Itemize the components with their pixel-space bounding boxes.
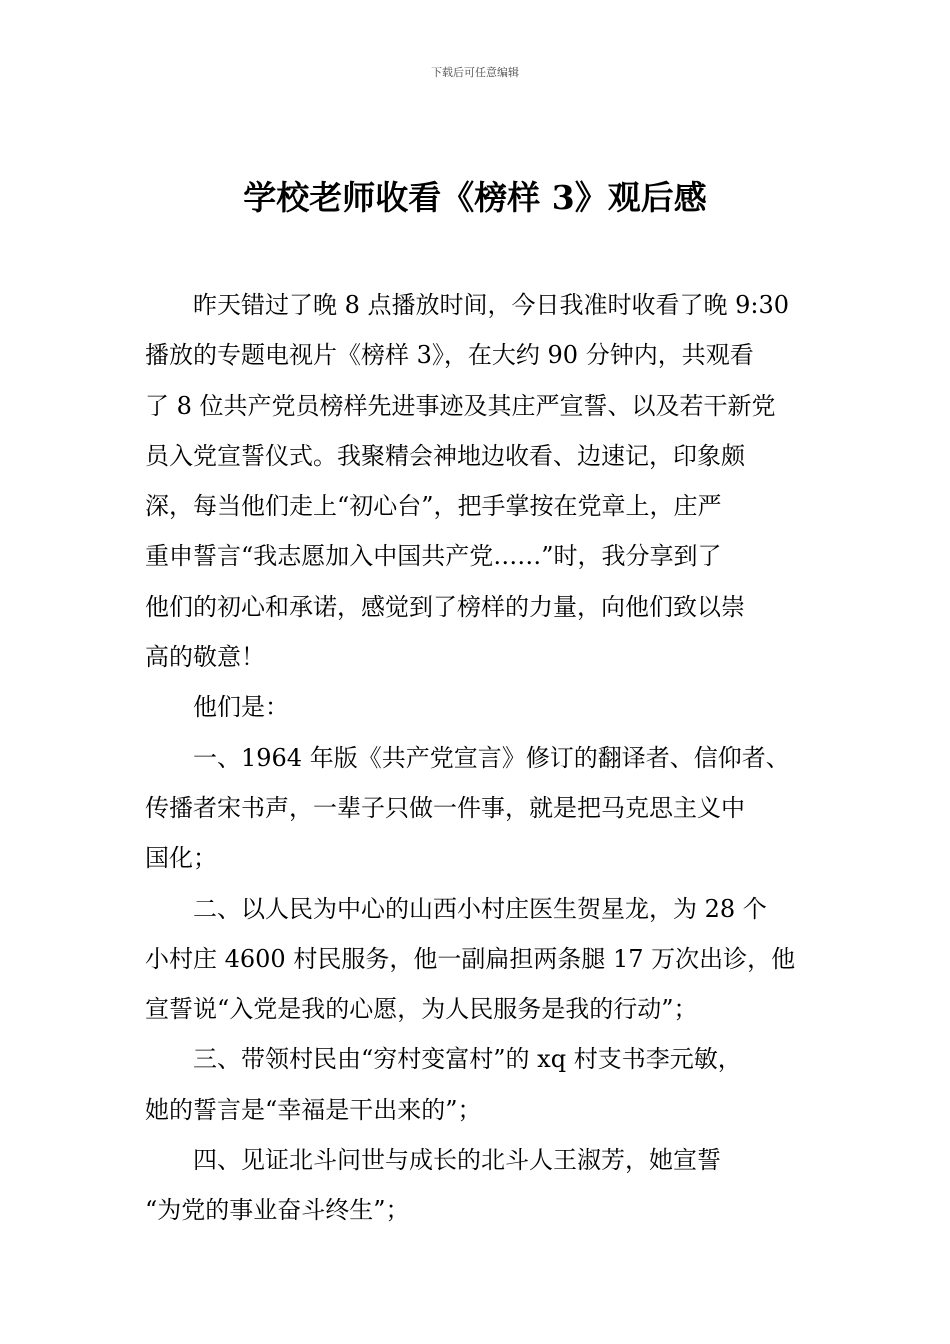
document-title: 学校老师收看《榜样 3》观后感 bbox=[243, 178, 707, 217]
page-header-note: 下载后可任意编辑 bbox=[431, 66, 519, 79]
body-line: 深，每当他们走上“初心台”，把手掌按在党章上，庄严 bbox=[145, 492, 722, 521]
body-line: 小村庄 4600 村民服务，他一副扁担两条腿 17 万次出诊，他 bbox=[145, 944, 796, 973]
body-line: 她的誓言是“幸福是干出来的”； bbox=[145, 1095, 482, 1124]
document-body bbox=[145, 280, 805, 1236]
body-line: 国化； bbox=[145, 844, 217, 873]
body-line: 昨天错过了晚 8 点播放时间，今日我准时收看了晚 9:30 bbox=[193, 291, 790, 319]
body-line: “为党的事业奋斗终生”； bbox=[145, 1196, 410, 1225]
body-line: 传播者宋书声，一辈子只做一件事，就是把马克思主义中 bbox=[145, 793, 745, 822]
body-line: 一、1964 年版《共产党宣言》修订的翻译者、信仰者、 bbox=[193, 743, 790, 772]
body-line: 二、以人民为中心的山西小村庄医生贺星龙，为 28 个 bbox=[193, 894, 767, 923]
body-line: 四、见证北斗问世与成长的北斗人王淑芳，她宣誓 bbox=[193, 1146, 721, 1175]
body-line: 播放的专题电视片《榜样 3》，在大约 90 分钟内，共观看 bbox=[145, 341, 754, 370]
body-line: 他们的初心和承诺，感觉到了榜样的力量，向他们致以崇 bbox=[145, 592, 745, 621]
body-line: 他们是： bbox=[193, 693, 289, 722]
body-line: 宣誓说“入党是我的心愿，为人民服务是我的行动”； bbox=[145, 995, 698, 1024]
body-line: 高的敬意！ bbox=[145, 643, 265, 672]
body-line: 员入党宣誓仪式。我聚精会神地边收看、边速记，印象颇 bbox=[145, 441, 745, 470]
body-line: 重申誓言“我志愿加入中国共产党……”时，我分享到了 bbox=[145, 542, 722, 571]
body-line: 了 8 位共产党员榜样先进事迹及其庄严宣誓、以及若干新党 bbox=[145, 391, 776, 420]
body-line: 三、带领村民由“穷村变富村”的 xq 村支书李元敏， bbox=[193, 1045, 742, 1074]
